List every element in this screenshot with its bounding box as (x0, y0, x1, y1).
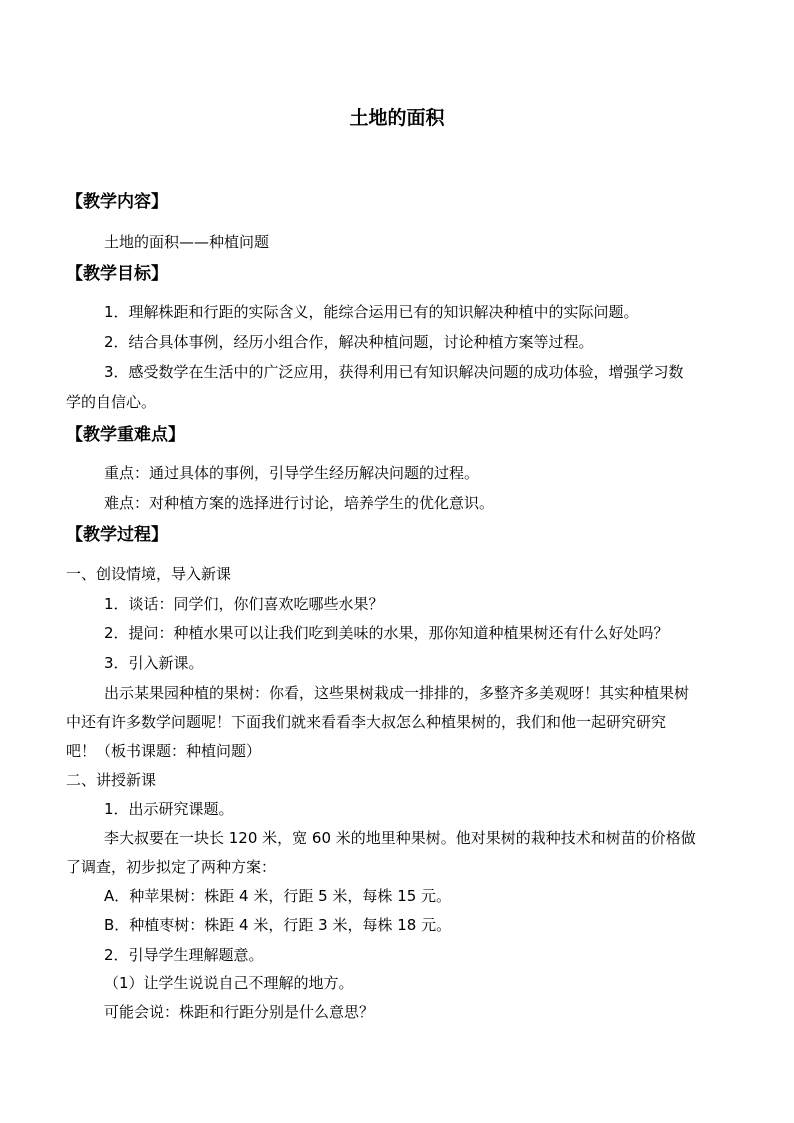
key-point-difficulty: 难点：对种植方案的选择进行讨论，培养学生的优化意识。 (104, 494, 495, 512)
section-heading-content: 【教学内容】 (66, 192, 168, 212)
goal-item: 1．理解株距和行距的实际含义，能综合运用已有的知识解决种植中的实际问题。 (104, 303, 639, 321)
goal-item: 3．感受数学在生活中的广泛应用，获得利用已有知识解决问题的成功体验，增强学习数 (104, 363, 684, 381)
process-subheading: 一、创设情境，导入新课 (66, 565, 232, 583)
process-line: 中还有许多数学问题呢！下面我们就来看看李大叔怎么种植果树的，我们和他一起研究研究 (66, 713, 667, 731)
process-line: A．种苹果树：株距 4 米，行距 5 米，每株 15 元。 (104, 887, 452, 905)
process-line: 2．提问：种植水果可以让我们吃到美味的水果，那你知道种植果树还有什么好处吗？ (104, 624, 669, 642)
goal-item: 2．结合具体事例，经历小组合作，解决种植问题，讨论种植方案等过程。 (104, 333, 594, 351)
process-line: 吧！（板书课题：种植问题） (66, 742, 262, 760)
process-subheading: 二、讲授新课 (66, 771, 157, 789)
process-line: 李大叔要在一块长 120 米，宽 60 米的地里种果树。他对果树的栽种技术和树苗的价格做 (104, 829, 696, 847)
section-heading-key-points: 【教学重难点】 (66, 425, 185, 445)
process-line: B．种植枣树：株距 4 米，行距 3 米，每株 18 元。 (104, 916, 452, 934)
process-line: （1）让学生说说自己不理解的地方。 (104, 974, 354, 992)
content-text: 土地的面积——种植问题 (104, 233, 270, 251)
section-heading-process: 【教学过程】 (66, 525, 168, 545)
section-heading-goals: 【教学目标】 (66, 264, 168, 284)
process-line: 2．引导学生理解题意。 (104, 946, 264, 964)
process-line: 可能会说：株距和行距分别是什么意思？ (104, 1003, 375, 1021)
document-title: 土地的面积 (349, 107, 445, 129)
process-line: 1．出示研究课题。 (104, 800, 234, 818)
key-point-focus: 重点：通过具体的事例，引导学生经历解决问题的过程。 (104, 464, 480, 482)
process-line: 3．引入新课。 (104, 654, 204, 672)
goal-item-continued: 学的自信心。 (66, 393, 157, 411)
process-line: 1．谈话：同学们，你们喜欢吃哪些水果？ (104, 595, 384, 613)
process-line: 出示某果园种植的果树：你看，这些果树栽成一排排的，多整齐多美观呀！其实种植果树 (104, 684, 690, 702)
process-line: 了调查，初步拟定了两种方案： (66, 858, 277, 876)
